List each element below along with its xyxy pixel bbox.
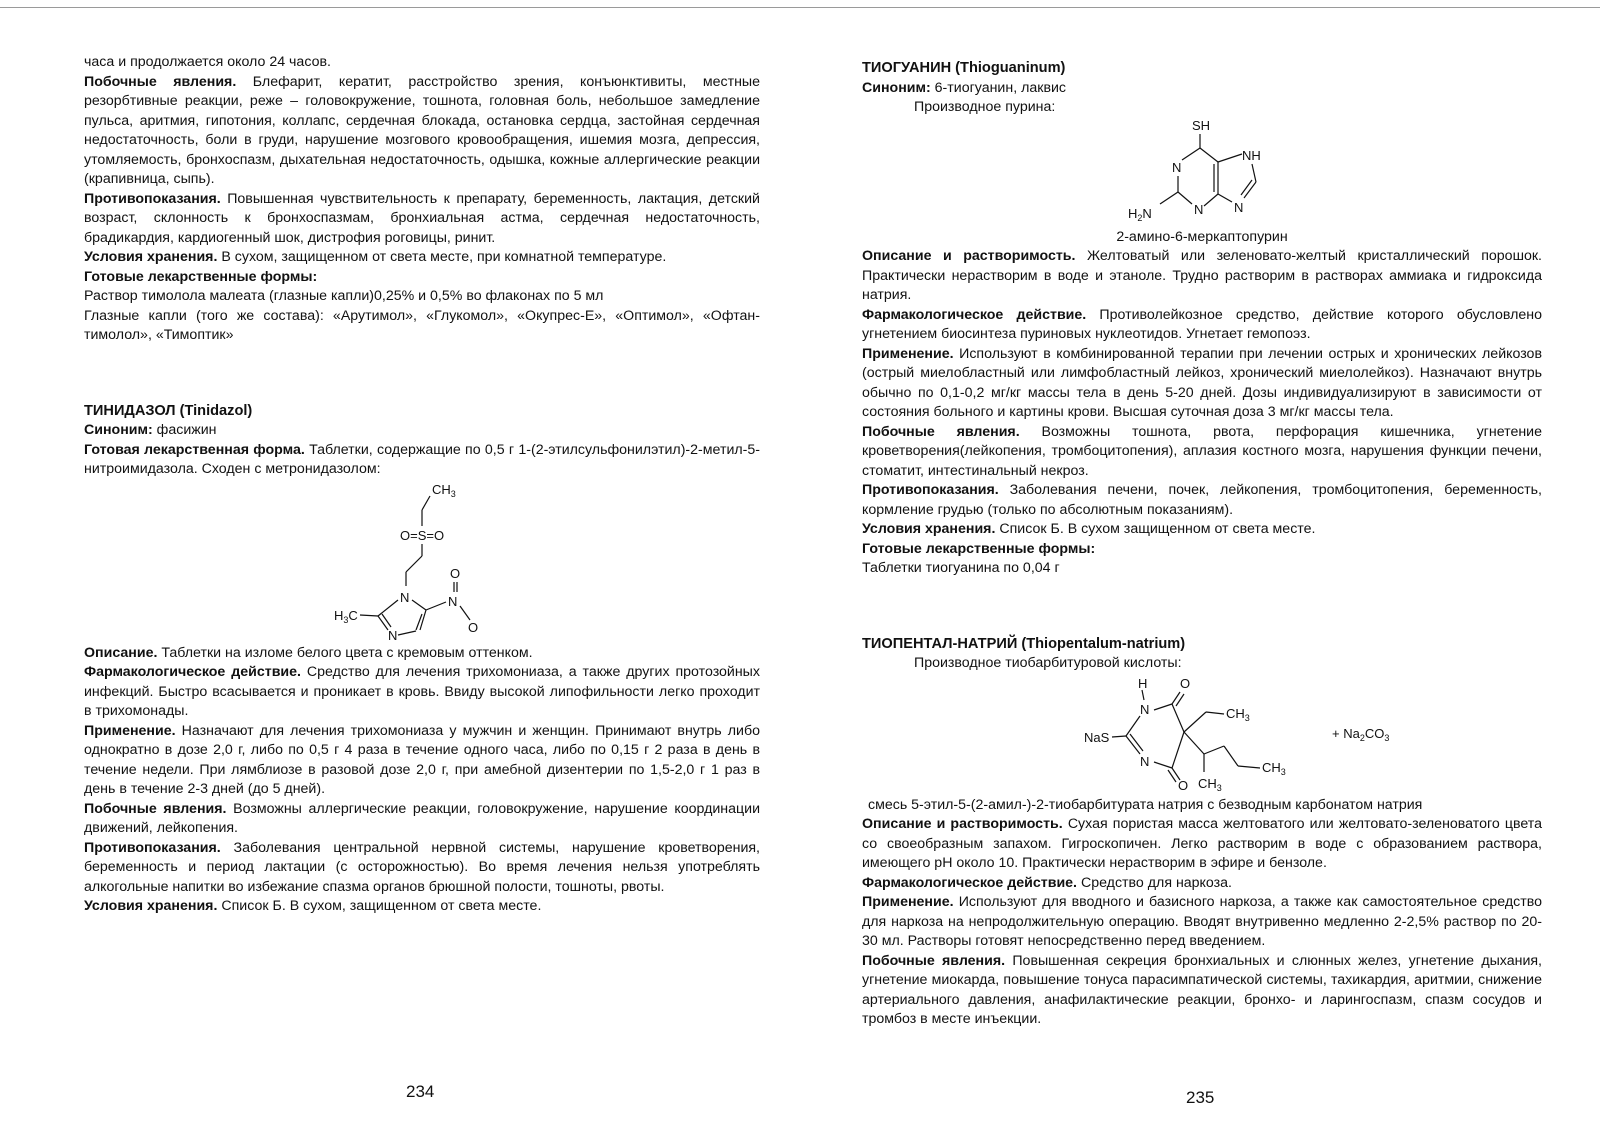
svg-text:O: O bbox=[468, 619, 479, 635]
right-page-column bbox=[862, 59, 1542, 1030]
tinidazole-pharmacology: Фармакологическое действие. Средство для лечения трихомониаза, а также других протозойных инфекций. Быстро всасывается и проникает в кровь. Ввиду высокой липофильности легко проходит в трихомонады. bbox=[84, 664, 760, 719]
thioguanine-side-effects: Побочные явления. Возможны тошнота, рвота, перфорация кишечника, угнетение кроветворения(лейкопения, тромбоцитопения), аплазия костного мозга, нарушения функции печени, стоматит, интестинальный некроз. bbox=[862, 423, 1542, 479]
svg-text:N: N bbox=[1172, 159, 1182, 175]
svg-text:+ Na2CO3: + $Na_2CO_3$ bbox=[1332, 725, 1390, 743]
tinidazole-structure bbox=[312, 480, 532, 644]
thiopental-pharmacology: Фармакологическое действие. Средство для наркоза. bbox=[862, 874, 1232, 891]
tinidazole-title: ТИНИДАЗОЛ (Tinidazol) bbox=[84, 402, 253, 419]
svg-text:CH3: $CH_3$ bbox=[1198, 775, 1222, 792]
svg-text:N: N bbox=[1234, 199, 1244, 215]
tinidazole-use: Применение. Назначают для лечения трихомониаза у мужчин и женщин. Принимают внутрь либо однократно в дозе 2,0 г, либо по 0,5 г 4 раза в течение одного часа, либо по 0,15 г 2 раза в день в течение недели. При лямблиозе в разовой дозе 2,0 г, при амебной дизентерии по 1,5-2,0 г 1 раз в день в течение 2-3 дней (до 5 дней). bbox=[84, 722, 760, 797]
thioguanine-description: Описание и растворимость. Желтоватый или зеленовато-желтый кристаллический порошок. Практически нерастворим в воде и этаноле. Трудно растворим в растворах аммиака и гидроксида натрия. bbox=[862, 248, 1542, 303]
svg-text:O: O bbox=[450, 565, 461, 581]
svg-text:N: N bbox=[388, 627, 398, 643]
svg-text:O: O bbox=[1180, 675, 1191, 691]
svg-text:NaS: NaS bbox=[1084, 729, 1110, 745]
svg-text:H2N: $H_2N$ bbox=[1128, 205, 1152, 223]
thiopental-caption: смесь 5-этил-5-(2-амил-)-2-тиобарбитурата натрия с безводным карбонатом натрия bbox=[868, 796, 1423, 813]
page-number-right: 235 bbox=[1186, 1088, 1215, 1107]
svg-text:O: O bbox=[1178, 777, 1189, 792]
thioguanine-form-1: Таблетки тиогуанина по 0,04 г bbox=[862, 560, 1060, 576]
thiopental-title: ТИОПЕНТАЛ-НАТРИЙ (Thiopentalum-natrium) bbox=[862, 635, 1186, 652]
thioguanine-derivative: Производное пурина: bbox=[914, 99, 1056, 115]
tinidazole-form: Готовая лекарственная форма. Таблетки, содержащие по 0,5 г 1-(2-этилсульфонилэтил)-2-метил-5-нитроимидазола. Сходен с метронидазолом: bbox=[84, 441, 760, 477]
svg-text:N: N bbox=[1140, 753, 1150, 769]
svg-text:CH3: $CH_3$ bbox=[1262, 759, 1286, 777]
thiopental-description: Описание и растворимость. Сухая пористая масса желтоватого или желтовато-зеленоватого цвета со своеобразным запахом. Гигроскопичен. Легко растворим в воде с образованием раствора, имеющего pH около 10. Практически нерастворим в эфире и бензоле. bbox=[862, 816, 1543, 871]
svg-text:CH3: $CH_3$ bbox=[432, 481, 456, 499]
left-page-column bbox=[84, 53, 760, 917]
svg-text:N: N bbox=[1194, 201, 1204, 217]
thiopental-use: Применение. Используют для вводного и базисного наркоза, а также как самостоятельное средство для наркоза на непродолжительную операцию. Вводят внутривенно медленно 2-2,5% раствор по 20-30 мл. Растворы готовят непосредственно перед введением. bbox=[862, 894, 1542, 949]
svg-text:N: N bbox=[448, 593, 458, 609]
thioguanine-forms-heading: Готовые лекарственные формы: bbox=[862, 540, 1096, 557]
thiopental-structure bbox=[922, 674, 1482, 792]
tinidazole-storage: Условия хранения. Список Б. В сухом, защищенном от света месте. bbox=[84, 898, 542, 914]
timolol-forms-heading: Готовые лекарственные формы: bbox=[84, 268, 318, 285]
timolol-storage: Условия хранения. В сухом, защищенном от света месте, при комнатной температуре. bbox=[84, 249, 667, 265]
timolol-side-effects: Побочные явления. Блефарит, кератит, расстройство зрения, конъюнктивиты, местные резорбтивные реакции, реже – головокружение, тошнота, головная боль, небольшое замедление пульса, аритмия, гипотония, коллапс, сердечная блокада, остановка сердца, застойная сердечная недостаточность, боли в груди, нарушение мозгового кровообращения, ишемия мозга, депрессия, утомляемость, бронхоспазм, дыхательная недостаточность, одышка, кожные аллергические реакции (крапивница, сыпь). bbox=[84, 73, 760, 187]
tinidazole-description: Описание. Таблетки на изломе белого цвета с кремовым оттенком. bbox=[84, 644, 533, 661]
tinidazole-side-effects: Побочные явления. Возможны аллергические реакции, головокружение, нарушение координации движений, лейкопения. bbox=[84, 800, 760, 836]
sulfonyl-group: O=S=O bbox=[400, 527, 445, 543]
thioguanine-synonym: Синоним: 6-тиогуанин, лаквис bbox=[862, 79, 1067, 96]
thiopental-side-effects: Побочные явления. Повышенная секреция бронхиальных и слюнных желез, угнетение дыхания, угнетение миокарда, повышение тонуса парасимпатической системы, тахикардия, аритмии, снижение артериального давления, анафилактические реакции, бронхо- и ларингоспазм, спазм сосудов и тромбоз в месте инъекции. bbox=[862, 952, 1542, 1027]
thioguanine-contraindications: Противопоказания. Заболевания печени, почек, лейкопения, тромбоцитопения, беременность, кормление грудью (только по абсолютным показаниям). bbox=[862, 482, 1542, 518]
tinidazole-synonym: Синоним: фасижин bbox=[84, 422, 217, 438]
svg-text:H3C: $H_3C$ bbox=[334, 607, 358, 625]
svg-text:N: N bbox=[400, 589, 410, 605]
svg-text:NH: NH bbox=[1242, 147, 1261, 163]
thioguanine-structure bbox=[1102, 118, 1302, 226]
intro-line: часа и продолжается около 24 часов. bbox=[84, 54, 331, 70]
svg-text:SH: SH bbox=[1192, 117, 1211, 133]
timolol-form-1: Раствор тимолола малеата (глазные капли)0,25% и 0,5% во флаконах по 5 мл bbox=[84, 288, 604, 304]
thioguanine-use: Применение. Используют в комбинированной терапии при лечении острых и хронических лейкозов (острый миелобластный или лимфобластный лейкоз, хронический миелолейкоз). Назначают внутрь обычно по 0,1-0,2 мг/кг массы тела в день 5-20 дней. Дозы индивидуализируют в зависимости от состояния больного и картины крови. Высшая суточная доза 3 мг/кг массы тела. bbox=[862, 345, 1542, 420]
thioguanine-storage: Условия хранения. Список Б. В сухом защищенном от света месте. bbox=[862, 521, 1316, 537]
thioguanine-pharmacology: Фармакологическое действие. Противолейкозное средство, действие которого обусловлено угнетением биосинтеза пуриновых нуклеотидов. Угнетает гемопоэз. bbox=[862, 306, 1542, 342]
timolol-contraindications: Противопоказания. Повышенная чувствительность к препарату, беременность, лактация, детский возраст, склонность к бронхоспазмам, бронхиальная астма, сердечная недостаточность, брадикардия, кардиогенный шок, дистрофия роговицы, ринит. bbox=[84, 190, 760, 246]
svg-text:H: H bbox=[1138, 675, 1148, 691]
page-number-left: 234 bbox=[406, 1082, 435, 1101]
page-top-rule bbox=[0, 7, 1600, 8]
tinidazole-contraindications: Противопоказания. Заболевания центральной нервной системы, нарушение кроветворения, беременность и период лактации (с осторожностью). Во время лечения нельзя употреблять алкогольные напитки во избежание спазма органов брюшной полости, тошноты, рвоты. bbox=[84, 839, 760, 895]
thioguanine-title: ТИОГУАНИН (Thioguaninum) bbox=[862, 60, 1066, 76]
timolol-form-2: Глазные капли (того же состава): «Арутимол», «Глукомол», «Окупрес-Е», «Оптимол», «Офтан-тимолол», «Тимоптик» bbox=[84, 307, 760, 343]
thioguanine-caption: 2-амино-6-меркаптопурин bbox=[1116, 228, 1288, 245]
thiopental-derivative: Производное тиобарбитуровой кислоты: bbox=[914, 655, 1182, 671]
svg-text:N: N bbox=[1140, 701, 1150, 717]
svg-text:CH3: $CH_3$ bbox=[1226, 705, 1250, 723]
